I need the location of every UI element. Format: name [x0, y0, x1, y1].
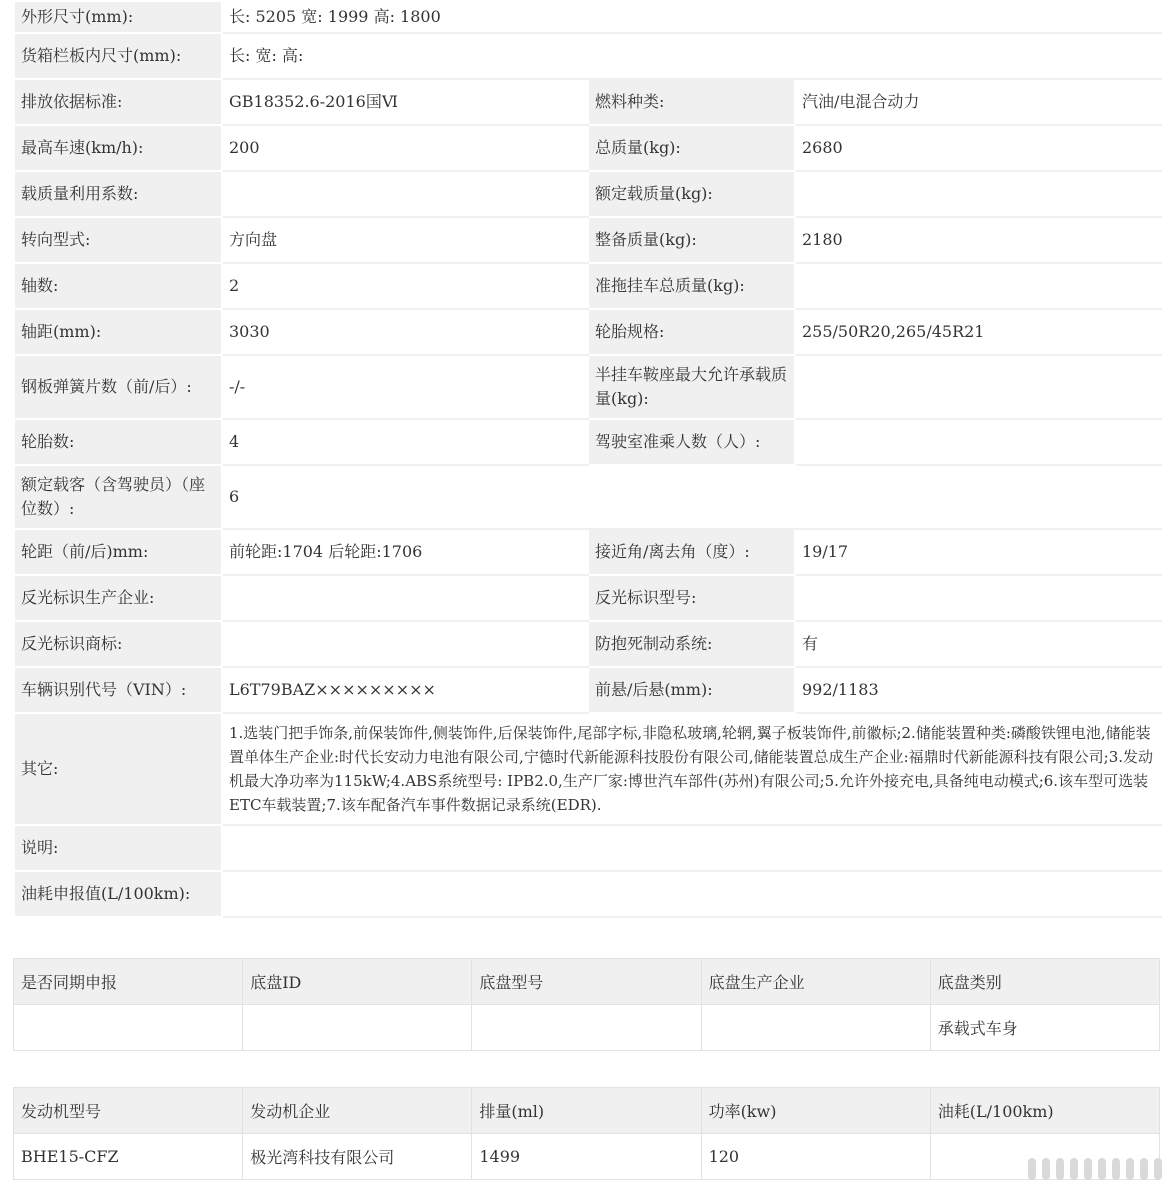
column-header: 底盘生产企业	[701, 959, 930, 1005]
spec-label: 轮距（前/后)mm:	[14, 529, 222, 575]
spec-label: 整备质量(kg):	[588, 217, 795, 263]
spec-row	[14, 621, 1161, 667]
spec-value: 2	[222, 263, 588, 309]
column-header: 底盘ID	[243, 959, 472, 1005]
watermark-bar	[1028, 1158, 1036, 1180]
watermark-bar	[1056, 1158, 1064, 1180]
chassis-table	[13, 958, 1160, 1051]
spec-row	[14, 79, 1161, 125]
spec-label: 钢板弹簧片数（前/后）:	[14, 355, 222, 419]
spec-label: 油耗申报值(L/100km):	[14, 871, 222, 917]
watermark-bar	[1070, 1158, 1078, 1180]
watermark-bar	[1112, 1158, 1120, 1180]
spec-value: 长: 5205 宽: 1999 高: 1800	[222, 1, 1161, 33]
spec-label: 接近角/离去角（度）:	[588, 529, 795, 575]
spec-value: 19/17	[795, 529, 1161, 575]
column-header: 是否同期申报	[14, 959, 243, 1005]
spec-row	[14, 465, 1161, 529]
table-row	[14, 1005, 1160, 1051]
spec-label: 反光标识生产企业:	[14, 575, 222, 621]
table-cell	[14, 1005, 243, 1051]
watermark-bar	[1154, 1158, 1162, 1180]
spec-label: 半挂车鞍座最大允许承载质量(kg):	[588, 355, 795, 419]
column-header: 油耗(L/100km)	[930, 1088, 1159, 1134]
table-header-row	[14, 1088, 1160, 1134]
spec-label: 车辆识别代号（VIN）:	[14, 667, 222, 713]
spec-value: 200	[222, 125, 588, 171]
column-header: 发动机型号	[14, 1088, 243, 1134]
spec-value: 6	[222, 465, 1161, 529]
spec-value	[222, 171, 588, 217]
table-cell: 1499	[472, 1134, 701, 1180]
spec-value: 有	[795, 621, 1161, 667]
table-cell	[243, 1005, 472, 1051]
spec-value	[222, 871, 1161, 917]
spec-value	[795, 419, 1161, 465]
spec-value: 992/1183	[795, 667, 1161, 713]
spec-label: 前悬/后悬(mm):	[588, 667, 795, 713]
watermark-bar	[1098, 1158, 1106, 1180]
spec-value: 2180	[795, 217, 1161, 263]
spec-value: 汽油/电混合动力	[795, 79, 1161, 125]
spec-label: 准拖挂车总质量(kg):	[588, 263, 795, 309]
spec-value: 3030	[222, 309, 588, 355]
spec-label: 额定载客（含驾驶员）（座位数）:	[14, 465, 222, 529]
spec-label: 燃料种类:	[588, 79, 795, 125]
spec-label: 其它:	[14, 713, 222, 825]
spec-label: 转向型式:	[14, 217, 222, 263]
spec-value: -/-	[222, 355, 588, 419]
spec-value: 1.选装门把手饰条,前保装饰件,侧装饰件,后保装饰件,尾部字标,非隐私玻璃,轮辋,翼子板装饰件,前徽标;2.储能装置种类:磷酸铁锂电池,储能装置单体生产企业:时代长安动力电池有限公司,宁德时代新能源科技股份有限公司,储能装置总成生产企业:福鼎时代新能源科技有限公司;3.发动机最大净功率为115kW;4.ABS系统型号: IPB2.0,生产厂家:博世汽车部件(苏州)有限公司;5.允许外接充电,具备纯电动模式;6.该车型可选装ETC车载装置;7.该车配备汽车事件数据记录系统(EDR).	[222, 713, 1161, 825]
watermark-bar	[1126, 1158, 1134, 1180]
spec-row	[14, 825, 1161, 871]
spec-value: 前轮距:1704 后轮距:1706	[222, 529, 588, 575]
spec-value: GB18352.6-2016国Ⅵ	[222, 79, 588, 125]
table-cell: BHE15-CFZ	[14, 1134, 243, 1180]
spec-row	[14, 171, 1161, 217]
table-cell: 极光湾科技有限公司	[243, 1134, 472, 1180]
spec-label: 载质量利用系数:	[14, 171, 222, 217]
table-cell	[472, 1005, 701, 1051]
spec-row	[14, 1, 1161, 33]
spec-row	[14, 529, 1161, 575]
spec-value: 2680	[795, 125, 1161, 171]
watermark-bar	[1140, 1158, 1148, 1180]
spec-label: 轴数:	[14, 263, 222, 309]
spec-label: 轮胎数:	[14, 419, 222, 465]
watermark-graphic	[1028, 1158, 1162, 1180]
spec-label: 总质量(kg):	[588, 125, 795, 171]
spec-value	[795, 263, 1161, 309]
spec-row	[14, 355, 1161, 419]
spec-label: 驾驶室准乘人数（人）:	[588, 419, 795, 465]
spec-label: 说明:	[14, 825, 222, 871]
spec-value	[795, 171, 1161, 217]
spec-row	[14, 575, 1161, 621]
spec-row	[14, 33, 1161, 79]
spec-row	[14, 871, 1161, 917]
vehicle-spec-table	[13, 0, 1162, 918]
watermark-bar	[1042, 1158, 1050, 1180]
spec-value	[795, 575, 1161, 621]
spec-row	[14, 419, 1161, 465]
table-cell: 120	[701, 1134, 930, 1180]
table-header-row	[14, 959, 1160, 1005]
spec-row	[14, 309, 1161, 355]
column-header: 底盘类别	[930, 959, 1159, 1005]
spec-value: 255/50R20,265/45R21	[795, 309, 1161, 355]
spec-value: L6T79BAZ×××××××××	[222, 667, 588, 713]
spec-label: 防抱死制动系统:	[588, 621, 795, 667]
column-header: 发动机企业	[243, 1088, 472, 1134]
spec-value	[222, 825, 1161, 871]
spec-value: 4	[222, 419, 588, 465]
spec-label: 最高车速(km/h):	[14, 125, 222, 171]
spec-label: 排放依据标准:	[14, 79, 222, 125]
table-cell: 承载式车身	[930, 1005, 1159, 1051]
spec-value	[795, 355, 1161, 419]
spec-label: 轴距(mm):	[14, 309, 222, 355]
spec-value	[222, 575, 588, 621]
spec-value	[222, 621, 588, 667]
table-row	[14, 1134, 1160, 1180]
column-header: 底盘型号	[472, 959, 701, 1005]
spec-row	[14, 217, 1161, 263]
spec-row	[14, 125, 1161, 171]
spec-label: 轮胎规格:	[588, 309, 795, 355]
table-cell	[701, 1005, 930, 1051]
spec-value: 方向盘	[222, 217, 588, 263]
spec-label: 反光标识型号:	[588, 575, 795, 621]
watermark-bar	[1084, 1158, 1092, 1180]
spec-label: 外形尺寸(mm):	[14, 1, 222, 33]
engine-table	[13, 1087, 1160, 1180]
spec-label: 反光标识商标:	[14, 621, 222, 667]
spec-label: 额定载质量(kg):	[588, 171, 795, 217]
column-header: 功率(kw)	[701, 1088, 930, 1134]
spec-row	[14, 263, 1161, 309]
spec-row	[14, 713, 1161, 825]
column-header: 排量(ml)	[472, 1088, 701, 1134]
spec-row	[14, 667, 1161, 713]
spec-label: 货箱栏板内尺寸(mm):	[14, 33, 222, 79]
spec-value: 长: 宽: 高:	[222, 33, 1161, 79]
